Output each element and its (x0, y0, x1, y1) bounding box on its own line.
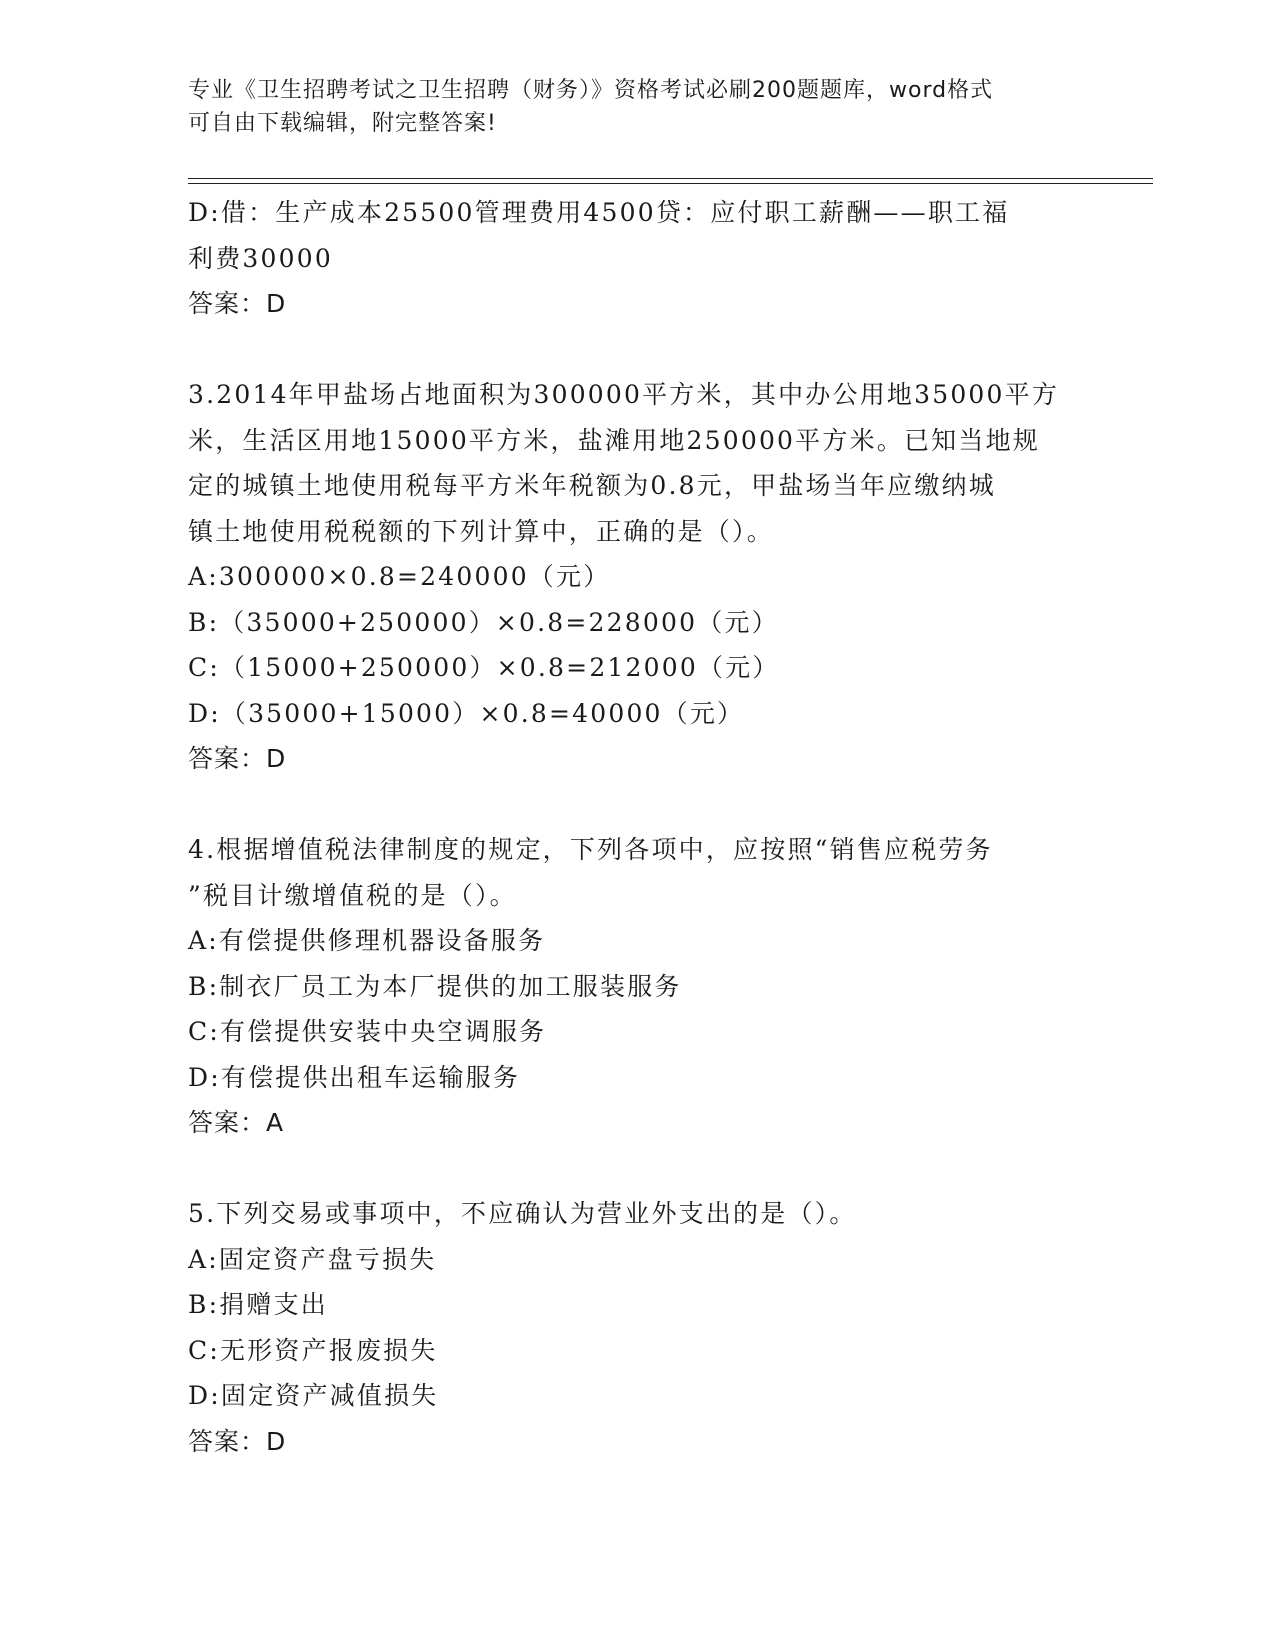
question-2 (188, 190, 1088, 327)
q4-option-a: A:有偿提供修理机器设备服务 (188, 926, 546, 955)
q3-option-c: C:（15000+250000）×0.8=212000（元） (188, 653, 780, 682)
question-5 (188, 1191, 1088, 1464)
q5-stem-line-1: 5.下列交易或事项中，不应确认为营业外支出的是（）。 (188, 1199, 857, 1228)
question-3 (188, 372, 1088, 782)
q2-option-d-line-1: D:借：生产成本25500管理费用4500贷：应付职工薪酬——职工福 (188, 198, 1010, 227)
header-divider-top (188, 178, 1153, 179)
spacer (188, 782, 1088, 828)
q3-option-d: D:（35000+15000）×0.8=40000（元） (188, 698, 745, 728)
q3-stem-line-2: 米，生活区用地15000平方米，盐滩用地250000平方米。已知当地规 (188, 425, 1040, 455)
q3-stem-line-1: 3.2014年甲盐场占地面积为300000平方米，其中办公用地35000平方 (188, 380, 1060, 409)
q4-stem-line-2: ”税目计缴增值税的是（）。 (188, 880, 517, 910)
q4-option-d: D:有偿提供出租车运输服务 (188, 1062, 521, 1092)
q4-option-b: B:制衣厂员工为本厂提供的加工服装服务 (188, 971, 682, 1001)
spacer (188, 327, 1088, 373)
q5-option-d: D:固定资产减值损失 (188, 1381, 439, 1410)
q3-stem-line-3: 定的城镇土地使用税每平方米年税额为0.8元，甲盐场当年应缴纳城 (188, 471, 996, 500)
header-line-1: 专业《卫生招聘考试之卫生招聘（财务）》资格考试必刷200题题库，word格式 (188, 78, 994, 103)
document-body (188, 190, 1088, 1464)
q5-option-c: C:无形资产报废损失 (188, 1335, 438, 1365)
q5-option-a: A:固定资产盘亏损失 (188, 1244, 437, 1274)
q5-answer: 答案：D (188, 1426, 287, 1456)
q3-option-b: B:（35000+250000）×0.8=228000（元） (188, 607, 779, 637)
question-4 (188, 827, 1088, 1146)
document-header (188, 74, 1088, 140)
q3-answer: 答案：D (188, 744, 287, 773)
q4-stem-line-1: 4.根据增值税法律制度的规定，下列各项中，应按照“销售应税劳务 (188, 835, 993, 864)
q3-option-a: A:300000×0.8=240000（元） (188, 562, 611, 591)
spacer (188, 1146, 1088, 1192)
header-line-2: 可自由下载编辑，附完整答案! (188, 111, 497, 136)
header-divider-bottom (188, 183, 1153, 184)
q4-answer: 答案：A (188, 1108, 285, 1137)
q2-answer: 答案：D (188, 289, 287, 318)
q5-option-b: B:捐赠支出 (188, 1290, 328, 1319)
q2-option-d-line-2: 利费30000 (188, 243, 333, 273)
q4-option-c: C:有偿提供安装中央空调服务 (188, 1017, 547, 1046)
q3-stem-line-4: 镇土地使用税税额的下列计算中，正确的是（）。 (188, 516, 774, 546)
